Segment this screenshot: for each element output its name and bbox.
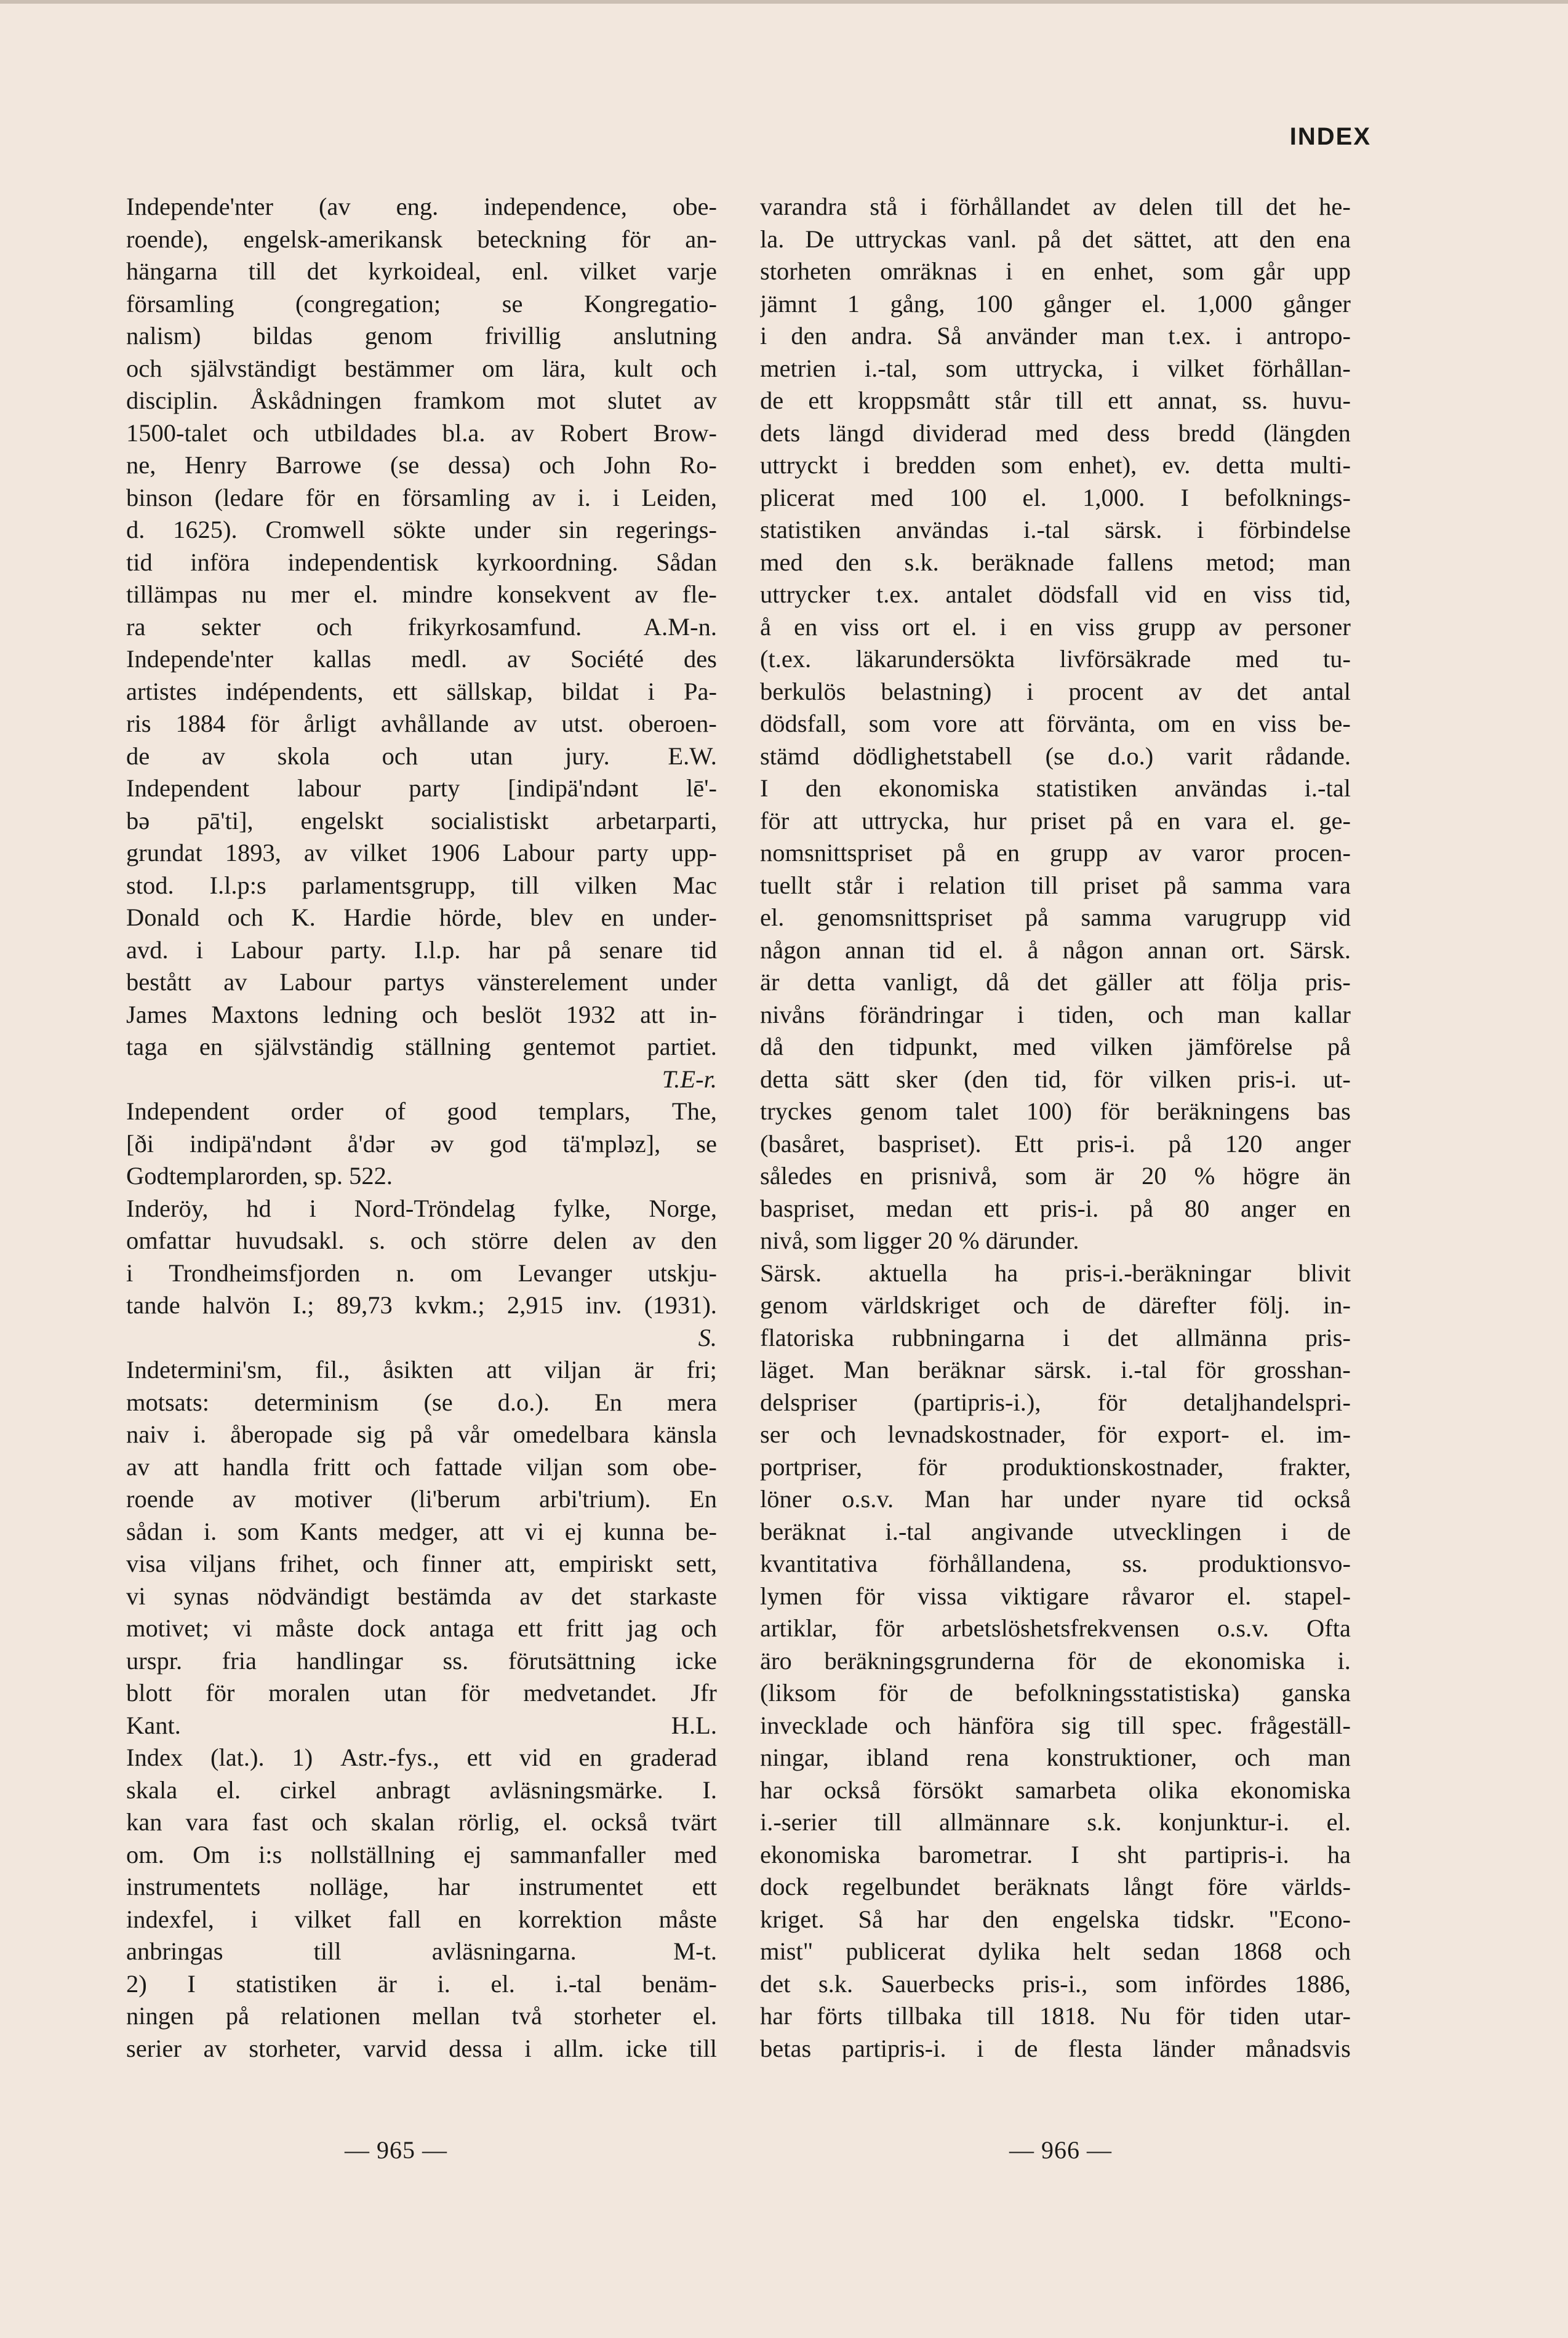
text-line: roende), engelsk-amerikansk beteckning för an- [126, 225, 717, 253]
text-line: binson (ledare för en församling av i. i Leiden, [126, 483, 717, 511]
text-line: nalism) bildas genom frivillig anslutning [126, 322, 717, 350]
text-line: således en prisnivå, som är 20 % högre än [760, 1162, 1351, 1190]
text-line: tid införa independentisk kyrkoordning. Sådan [126, 548, 717, 576]
text-line: Kant. H.L. [126, 1711, 717, 1739]
text-line: hängarna till det kyrkoideal, enl. vilket varje [126, 257, 717, 285]
text-line: James Maxtons ledning och beslöt 1932 att in- [126, 1000, 717, 1028]
text-line: tuellt står i relation till priset på samma vara [760, 871, 1351, 899]
text-line: det s.k. Sauerbecks pris-i., som infördes 1886, [760, 1969, 1351, 1998]
text-line: stämd dödlighetstabell (se d.o.) varit rådande. [760, 742, 1351, 770]
text-line: plicerat med 100 el. 1,000. I befolknings- [760, 483, 1351, 511]
text-line: 1500-talet och utbildades bl.a. av Robert Brow- [126, 418, 717, 447]
text-line: sådan i. som Kants medger, att vi ej kunna be- [126, 1517, 717, 1545]
text-line: i den andra. Så använder man t.ex. i antropo- [760, 322, 1351, 350]
text-line: bestått av Labour partys vänsterelement under [126, 968, 717, 996]
text-line: I den ekonomiska statistiken användas i.-tal [760, 774, 1351, 802]
text-line: löner o.s.v. Man har under nyare tid också [760, 1485, 1351, 1513]
text-line: anbringas till avläsningarna. M-t. [126, 1937, 717, 1965]
text-line: berkulös belastning) i procent av det antal [760, 677, 1351, 705]
text-line: ne, Henry Barrowe (se dessa) och John Ro- [126, 451, 717, 479]
text-line: tande halvön I.; 89,73 kvkm.; 2,915 inv. (1931). [126, 1291, 717, 1319]
text-line: någon annan tid el. å någon annan ort. Särsk. [760, 935, 1351, 964]
text-line: [ði indipä'ndənt å'dər əv god tä'mpləz], se [126, 1129, 717, 1158]
text-line: invecklade och hänföra sig till spec. frågeställ- [760, 1711, 1351, 1739]
text-line: ningar, ibland rena konstruktioner, och man [760, 1743, 1351, 1771]
text-line: omfattar huvudsakl. s. och större delen av den [126, 1227, 717, 1254]
text-line: tryckes genom talet 100) för beräkningens bas [760, 1097, 1351, 1125]
text-line: beräknat i.-tal angivande utvecklingen i de [760, 1517, 1351, 1545]
text-line: T.E-r. [662, 1065, 717, 1093]
text-line: dock regelbundet beräknats långt före världs- [760, 1873, 1351, 1900]
text-line: med den s.k. beräknade fallens metod; man [760, 548, 1351, 576]
text-line: vi synas nödvändigt bestämda av det starkaste [126, 1582, 717, 1610]
text-line: Särsk. aktuella ha pris-i.-beräkningar blivit [760, 1259, 1351, 1287]
text-line: genom världskriget och de därefter följ. in- [760, 1291, 1351, 1319]
text-line: ris 1884 för årligt avhållande av utst. oberoen- [126, 710, 717, 737]
text-line: kvantitativa förhållandena, ss. produktionsvo- [760, 1550, 1351, 1577]
text-line: Independe'nter (av eng. independence, obe- [126, 193, 717, 220]
text-line: indexfel, i vilket fall en korrektion måste [126, 1905, 717, 1933]
text-line: la. De uttryckas vanl. på det sättet, att den ena [760, 225, 1351, 253]
text-line: och självständigt bestämmer om lära, kult och [126, 354, 717, 382]
text-line: metrien i.-tal, som uttrycka, i vilket förhållan- [760, 354, 1351, 382]
text-line: ser och levnadskostnader, för export- el. im- [760, 1420, 1351, 1448]
text-line: nivå, som ligger 20 % därunder. [760, 1227, 1079, 1254]
text-line: nivåns förändringar i tiden, och man kallar [760, 1000, 1351, 1028]
text-line: om. Om i:s nollställning ej sammanfaller med [126, 1840, 717, 1868]
text-line: Independe'nter kallas medl. av Société des [126, 645, 717, 673]
text-line: varandra stå i förhållandet av delen till det he- [760, 193, 1351, 220]
text-line: Index (lat.). 1) Astr.-fys., ett vid en graderad [126, 1743, 717, 1771]
text-line: delspriser (partipris-i.), för detaljhandelspri- [760, 1388, 1351, 1416]
text-line: naiv i. åberopade sig på vår omedelbara känsla [126, 1420, 717, 1448]
text-line: disciplin. Åskådningen framkom mot slutet av [126, 386, 717, 414]
text-line: är detta vanligt, då det gäller att följa pris- [760, 968, 1351, 996]
text-line: taga en självständig ställning gentemot partiet. [126, 1033, 717, 1060]
text-line: uttryckt i bredden som enhet), ev. detta multi- [760, 451, 1351, 479]
text-line: lymen för vissa viktigare råvaror el. stapel- [760, 1582, 1351, 1610]
text-line: kan vara fast och skalan rörlig, el. också tvärt [126, 1808, 717, 1836]
text-line: avd. i Labour party. I.l.p. har på senare tid [126, 935, 717, 964]
text-line: läget. Man beräknar särsk. i.-tal för grosshan- [760, 1356, 1351, 1383]
text-line: mist" publicerat dylika helt sedan 1868 och [760, 1937, 1351, 1965]
text-line: för att uttrycka, hur priset på en vara el. ge- [760, 806, 1351, 835]
text-line: stod. I.l.p:s parlamentsgrupp, till vilken Mac [126, 871, 717, 899]
text-line: artiklar, för arbetslöshetsfrekvensen o.s.v. Ofta [760, 1614, 1351, 1642]
text-line: Independent order of good templars, The, [126, 1097, 717, 1125]
text-line: blott för moralen utan för medvetandet. Jfr [126, 1679, 717, 1707]
text-line: urspr. fria handlingar ss. förutsättning icke [126, 1646, 717, 1675]
text-line: instrumentets nolläge, har instrumentet ett [126, 1873, 717, 1900]
text-line: (t.ex. läkarundersökta livförsäkrade med tu- [760, 645, 1351, 673]
text-line: ra sekter och frikyrkosamfund. A.M-n. [126, 612, 717, 641]
text-line: grundat 1893, av vilket 1906 Labour party upp- [126, 839, 717, 867]
text-line: Donald och K. Hardie hörde, blev en under- [126, 903, 717, 931]
text-line: detta sätt sker (den tid, för vilken pris-i. ut- [760, 1065, 1351, 1093]
text-line: i.-serier till allmännare s.k. konjunktur-i. el. [760, 1808, 1351, 1836]
text-line: bə pā'ti], engelskt socialistiskt arbetarparti, [126, 806, 717, 835]
text-line: visa viljans frihet, och finner att, empiriskt sett, [126, 1550, 717, 1577]
text-line: Indetermini'sm, fil., åsikten att viljan är fri; [126, 1356, 717, 1383]
text-line: betas partipris-i. i de flesta länder månadsvis [760, 2034, 1351, 2062]
text-line: ningen på relationen mellan två storheter el. [126, 2002, 717, 2030]
text-line: Inderöy, hd i Nord-Tröndelag fylke, Norge, [126, 1194, 717, 1222]
text-line: serier av storheter, varvid dessa i allm. icke till [126, 2034, 717, 2062]
text-line: nomsnittspriset på en grupp av varor procen- [760, 839, 1351, 867]
page-number-left: — 965 — [345, 2136, 447, 2164]
text-line: S. [698, 1323, 717, 1351]
text-line: baspriset, medan ett pris-i. på 80 anger en [760, 1194, 1351, 1222]
text-line: Independent labour party [indipä'ndənt lē'- [126, 774, 717, 802]
page-number-right: — 966 — [1009, 2136, 1112, 2164]
text-line: artistes indépendents, ett sällskap, bildat i Pa- [126, 677, 717, 705]
text-line: har också försökt samarbeta olika ekonomiska [760, 1776, 1351, 1804]
text-line: tillämpas nu mer el. mindre konsekvent av fle- [126, 580, 717, 608]
text-line: dets längd dividerad med dess bredd (längden [760, 418, 1351, 447]
text-line: portpriser, för produktionskostnader, frakter, [760, 1452, 1351, 1481]
running-header: INDEX [1289, 123, 1371, 150]
text-line: statistiken användas i.-tal särsk. i förbindelse [760, 516, 1351, 543]
text-line: de ett kroppsmått står till ett annat, ss. huvu- [760, 386, 1351, 414]
text-line: 2) I statistiken är i. el. i.-tal benäm- [126, 1969, 717, 1998]
text-line: av att handla fritt och fattade viljan som obe- [126, 1452, 717, 1481]
text-line: (basåret, baspriset). Ett pris-i. på 120 anger [760, 1129, 1351, 1158]
left-column [126, 191, 717, 2065]
text-line: jämnt 1 gång, 100 gånger el. 1,000 gånger [760, 289, 1351, 318]
text-line: roende av motiver (li'berum arbi'trium). En [126, 1485, 717, 1513]
right-column [760, 191, 1351, 2065]
text-line: å en viss ort el. i en viss grupp av personer [760, 612, 1351, 641]
text-line: Godtemplarorden, sp. 522. [126, 1162, 393, 1190]
text-line: de av skola och utan jury. E.W. [126, 742, 717, 770]
text-line: församling (congregation; se Kongregatio- [126, 289, 717, 318]
text-line: d. 1625). Cromwell sökte under sin regerings- [126, 516, 717, 543]
text-line: motivet; vi måste dock antaga ett fritt jag och [126, 1614, 717, 1642]
text-line: har förts tillbaka till 1818. Nu för tiden utar- [760, 2002, 1351, 2030]
text-line: (liksom för de befolkningsstatistiska) ganska [760, 1679, 1351, 1707]
text-line: motsats: determinism (se d.o.). En mera [126, 1388, 717, 1416]
top-edge [0, 0, 1568, 4]
text-line: storheten omräknas i en enhet, som går upp [760, 257, 1351, 285]
text-line: skala el. cirkel anbragt avläsningsmärke. I. [126, 1776, 717, 1804]
text-line: uttrycker t.ex. antalet dödsfall vid en viss tid, [760, 580, 1351, 608]
text-line: i Trondheimsfjorden n. om Levanger utskju- [126, 1259, 717, 1287]
text-line: dödsfall, som vore att förvänta, om en viss be- [760, 710, 1351, 737]
text-line: el. genomsnittspriset på samma varugrupp vid [760, 903, 1351, 931]
text-line: flatoriska rubbningarna i det allmänna pris- [760, 1323, 1351, 1351]
text-line: då den tidpunkt, med vilken jämförelse på [760, 1033, 1351, 1060]
text-line: äro beräkningsgrunderna för de ekonomiska i. [760, 1646, 1351, 1675]
text-line: kriget. Så har den engelska tidskr. "Econo- [760, 1905, 1351, 1933]
text-line: ekonomiska barometrar. I sht partipris-i. ha [760, 1840, 1351, 1868]
